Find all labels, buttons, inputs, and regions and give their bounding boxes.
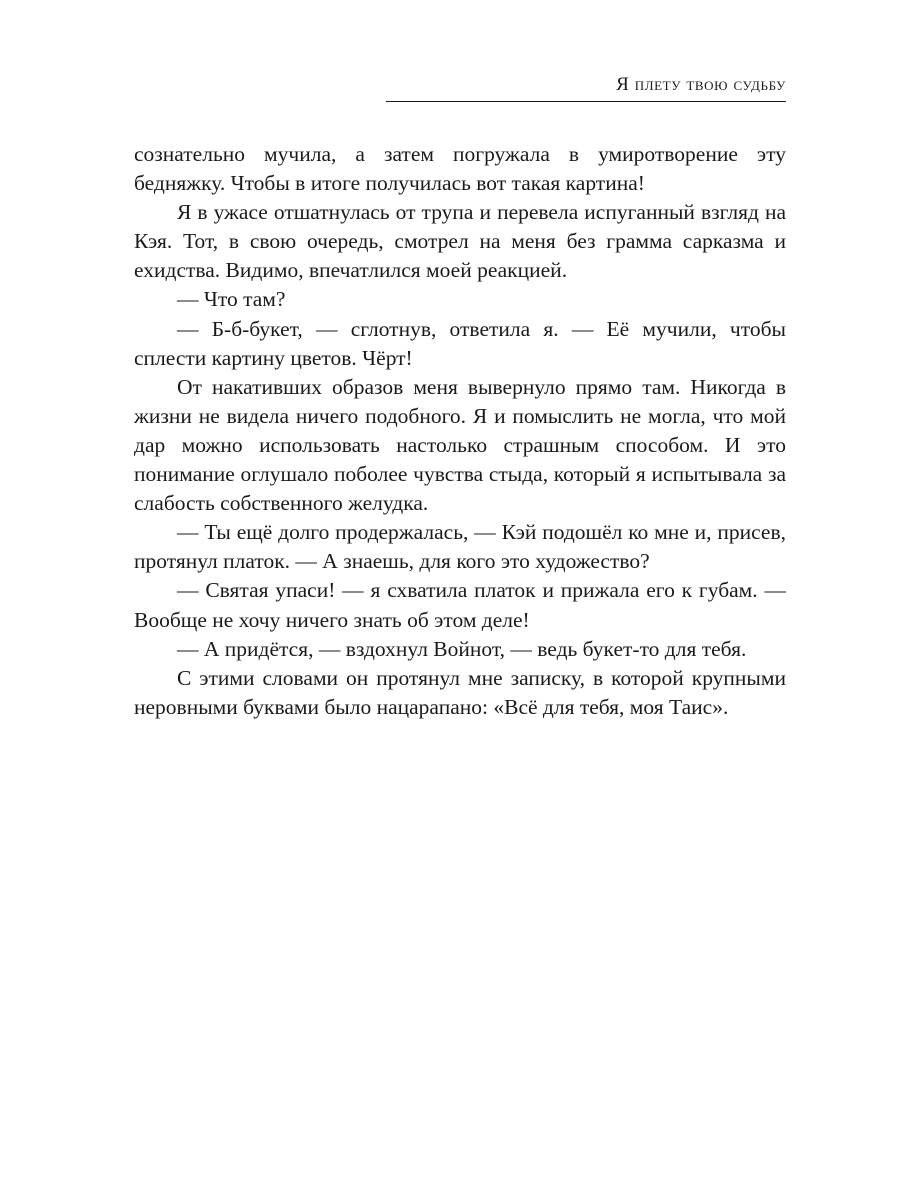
dialogue-line: — Святая упаси! — я схватила платок и прижала его к губам. — Вообще не хочу ничего знать об этом деле!: [134, 578, 786, 632]
paragraph: От накативших образов меня вывернуло прямо там. Никогда в жизни не видела ничего подобного. Я и помыслить не могла, что мой дар можно использовать настолько страшным способом. И это понимание оглушало поболее чувства стыда, который я испытывала за слабость собственного желудка.: [134, 374, 786, 516]
paragraph: С этими словами он протянул мне записку, в которой крупными неровными буквами было нацарапано: «Всё для тебя, моя Таис».: [134, 665, 786, 719]
dialogue-line: — Что там?: [177, 287, 286, 312]
header-rule: [386, 101, 786, 102]
dialogue-line: — А придётся, — вздохнул Войнот, — ведь букет-то для тебя.: [177, 636, 747, 661]
paragraph-continued: сознательно мучила, а затем погружала в умиротворение эту бедняжку. Чтобы в итоге получилась вот такая картина!: [134, 142, 786, 196]
running-head-title: Я плету твою судьбу: [616, 74, 786, 95]
paragraph: Я в ужасе отшатнулась от трупа и перевела испуганный взгляд на Кэя. Тот, в свою очередь, смотрел на меня без грамма сарказма и ехидства. Видимо, впечатлился моей реакцией.: [134, 200, 786, 283]
dialogue-line: — Ты ещё долго продержалась, — Кэй подошёл ко мне и, присев, протянул платок. — А знаешь, для кого это художество?: [134, 520, 786, 574]
dialogue-line: — Б-б-букет, — сглотнув, ответила я. — Её мучили, чтобы сплести картину цветов. Чёрт!: [134, 316, 786, 370]
page-body: [134, 140, 786, 722]
